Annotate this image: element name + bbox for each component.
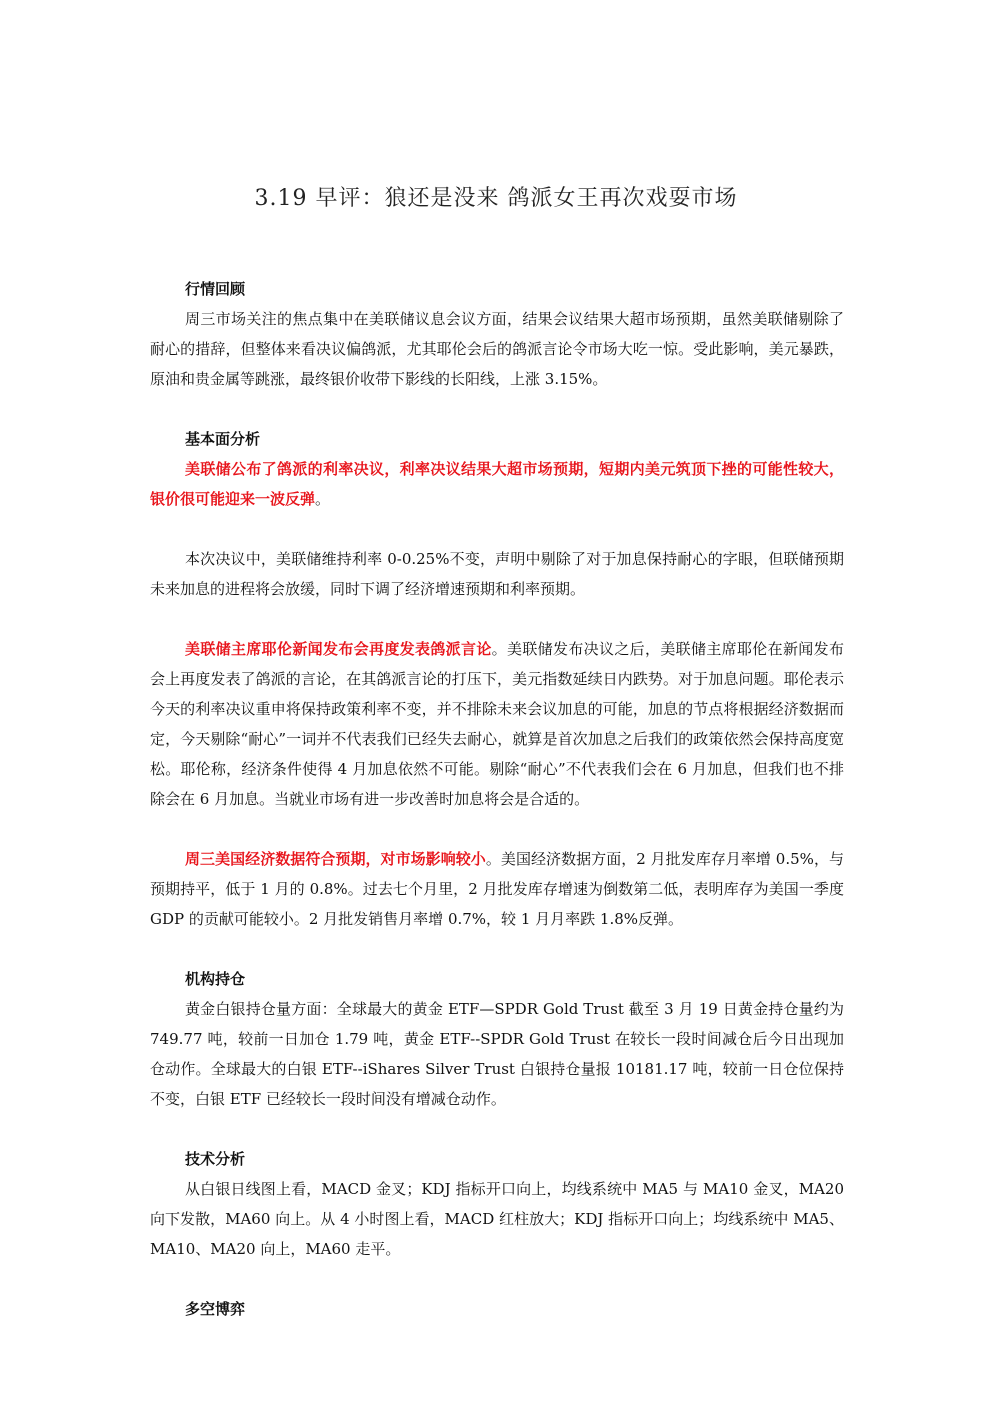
section-technical: [150, 1144, 844, 1264]
fundamentals-highlight-tail: 。: [315, 490, 331, 508]
fundamentals-highlight-text: 美联储公布了鸽派的利率决议，利率决议结果大超市场预期，短期内美元筑顶下挫的可能性较大，银价很可能迎来一波反弹: [150, 460, 844, 508]
document-title: 3.19 早评：狼还是没来 鸽派女王再次戏耍市场: [254, 186, 738, 211]
section-positions: [150, 964, 844, 1114]
fundamentals-para-1: 本次决议中，美联储维持利率 0-0.25%不变，声明中剔除了对于加息保持耐心的字眼，但联储预期未来加息的进程将会放缓，同时下调了经济增速预期和利率预期。: [150, 550, 844, 598]
spacer: [150, 604, 844, 634]
spacer: [150, 934, 844, 964]
spacer: [150, 814, 844, 844]
fundamentals-para-2-text: 。美联储发布决议之后，美联储主席耶伦在新闻发布会上再度发表了鸽派的言论，在其鸽派言论的打压下，美元指数延续日内跌势。对于加息问题。耶伦表示今天的利率决议重申将保持政策利率不变，并不排除未来会议加息的可能，加息的节点将根据经济数据而定，今天剔除“耐心”一词并不代表我们已经失去耐心，就算是首次加息之后我们的政策依然会保持高度宽松。耶伦称，经济条件使得 4 月加息依然不可能。剔除“耐心”不代表我们会在 6 月加息，但我们也不排除会在 6 月加息。当就业市场有进一步改善时加息将会是合适的。: [150, 640, 844, 808]
positions-text: 黄金白银持仓量方面：全球最大的黄金 ETF—SPDR Gold Trust 截至 3 月 19 日黄金持仓量约为 749.77 吨，较前一日加仓 1.79 吨，黄金 ETF--SPDR Gold Trust 在较长一段时间减仓后今日出现加仓动作。全球最大的白银 ETF--iShares Silver Trust 白银持仓量报 10181.17 吨，较前一日仓位保持不变，白银 ETF 已经较长一段时间没有增减仓动作。: [150, 1000, 844, 1108]
fundamentals-para-3: [150, 844, 844, 934]
fundamentals-para-3-text: 。美国经济数据方面，2 月批发库存月率增 0.5%，与预期持平，低于 1 月的 0.8%。过去七个月里，2 月批发库存增速为倒数第二低，表明库存为美国一季度 GDP 的贡献可能较小。2 月批发销售月率增 0.7%，较 1 月月率跌 1.8%反弹。: [150, 850, 844, 928]
spacer: [150, 394, 844, 424]
spacer: [150, 1264, 844, 1294]
fundamentals-para-2-lead: 美联储主席耶伦新闻发布会再度发表鸽派言论: [185, 640, 492, 658]
heading-market-review: 行情回顾: [185, 280, 246, 298]
spacer: [150, 514, 844, 544]
heading-battle: 多空博弈: [185, 1300, 246, 1318]
market-review-text: 周三市场关注的焦点集中在美联储议息会议方面，结果会议结果大超市场预期，虽然美联储剔除了耐心的措辞，但整体来看决议偏鸽派，尤其耶伦会后的鸽派言论令市场大吃一惊。受此影响，美元暴跌，原油和贵金属等跳涨，最终银价收带下影线的长阳线，上涨 3.15%。: [150, 310, 844, 388]
fundamentals-highlight: [150, 454, 844, 514]
technical-text: 从白银日线图上看，MACD 金叉；KDJ 指标开口向上，均线系统中 MA5 与 MA10 金叉，MA20 向下发散，MA60 向上。从 4 小时图上看，MACD 红柱放大；KDJ 指标开口向上；均线系统中 MA5、MA10、MA20 向上，MA60 走平。: [150, 1180, 844, 1258]
fundamentals-para-2: [150, 634, 844, 814]
section-fundamentals: [150, 424, 844, 934]
heading-fundamentals: 基本面分析: [185, 430, 261, 448]
fundamentals-para-3-lead: 周三美国经济数据符合预期，对市场影响较小: [185, 850, 486, 868]
heading-positions: 机构持仓: [185, 970, 246, 988]
section-battle: [150, 1294, 844, 1324]
spacer: [150, 1114, 844, 1144]
section-market-review: [150, 274, 844, 394]
heading-technical: 技术分析: [185, 1150, 246, 1168]
document-body: [150, 274, 844, 1324]
